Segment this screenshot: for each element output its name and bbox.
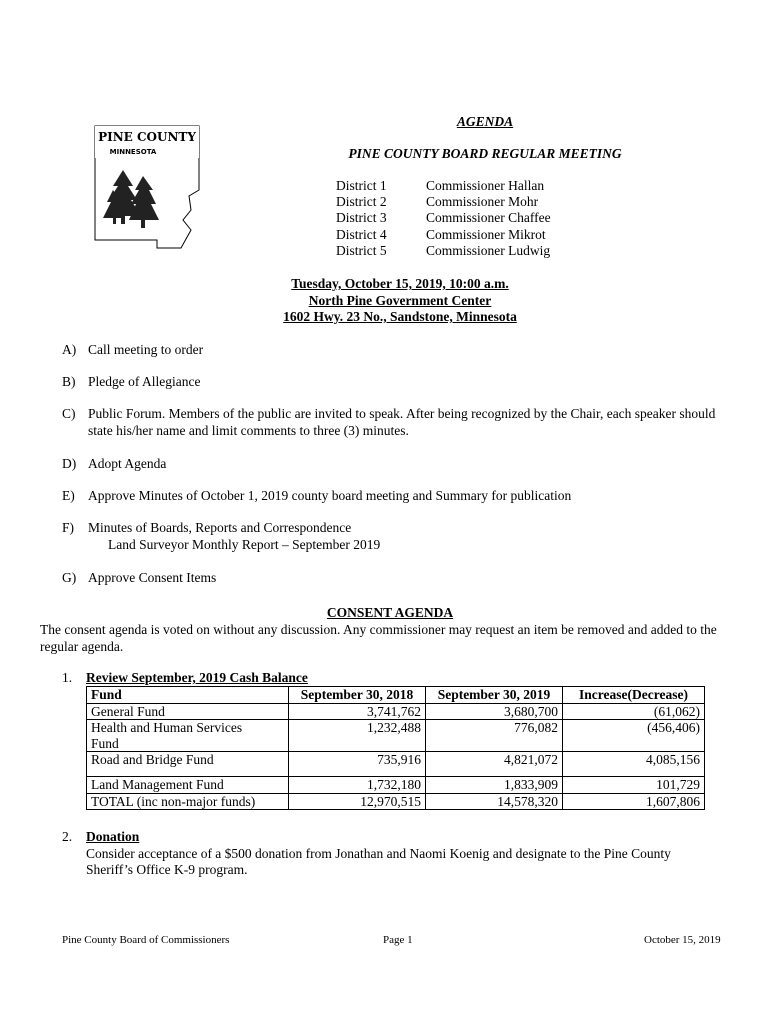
district-label: District 4 [336, 226, 387, 242]
item-subtext: Land Surveyor Monthly Report – September 2019 [108, 536, 381, 552]
item-title: Review September, 2019 Cash Balance [86, 670, 308, 685]
agenda-item-e [62, 488, 742, 505]
meeting-title: PINE COUNTY BOARD REGULAR MEETING [348, 146, 622, 161]
value-2018: 735,916 [289, 752, 426, 777]
table-row [87, 703, 705, 720]
item-text: Call meeting to order [88, 342, 204, 357]
pine-county-logo [83, 124, 211, 250]
fund-name: Road and Bridge Fund [87, 752, 289, 777]
item-text: Pledge of Allegiance [88, 374, 201, 389]
item-label: E) [62, 488, 75, 503]
footer-page-number: Page 1 [383, 934, 413, 946]
column-header: September 30, 2018 [289, 687, 426, 704]
table-row [87, 752, 705, 777]
table-row [87, 777, 705, 794]
item-number: 2. [62, 829, 73, 844]
meeting-location: North Pine Government Center [308, 292, 492, 308]
consent-agenda-text: The consent agenda is voted on without any discussion. Any commissioner may request an item be removed and added to the regular agenda. [40, 622, 717, 654]
agenda-item-g [62, 570, 742, 587]
commissioner-name: Commissioner Ludwig [426, 242, 551, 258]
commissioner-name: Commissioner Chaffee [426, 210, 551, 226]
cash-balance-table [86, 686, 705, 810]
footer-date: October 15, 2019 [644, 934, 721, 946]
item-text: Minutes of Boards, Reports and Correspondence [88, 520, 352, 535]
district-label: District 2 [336, 194, 387, 210]
meeting-info [200, 276, 600, 326]
fund-name: Health and Human Services Fund [87, 720, 289, 752]
county-map-icon [83, 124, 211, 250]
column-header: Fund [87, 687, 289, 704]
item-text: Public Forum. Members of the public are invited to speak. After being recognized by the Chair, each speaker should state his/her name and limit comments to three (3) minutes. [88, 406, 716, 438]
column-header: Increase(Decrease) [563, 687, 705, 704]
district-label: District 1 [336, 178, 387, 193]
value-change: 1,607,806 [563, 793, 705, 810]
district-row [336, 227, 551, 243]
district-list [336, 178, 551, 259]
value-2018: 12,970,515 [289, 793, 426, 810]
district-label: District 5 [336, 242, 387, 258]
consent-item-1-heading [62, 670, 308, 686]
svg-text:MINNESOTA: MINNESOTA [109, 148, 157, 156]
value-2018: 1,732,180 [289, 777, 426, 794]
district-row [336, 210, 551, 226]
item-text: Adopt Agenda [88, 456, 167, 471]
value-change: (61,062) [563, 703, 705, 720]
district-label: District 3 [336, 210, 387, 226]
agenda-item-d [62, 456, 742, 473]
value-2019: 1,833,909 [426, 777, 563, 794]
fund-name: General Fund [87, 703, 289, 720]
agenda-item-c [62, 406, 742, 439]
item-text: Approve Minutes of October 1, 2019 county board meeting and Summary for publication [88, 488, 572, 503]
meeting-date: Tuesday, October 15, 2019, 10:00 a.m. [291, 276, 509, 291]
agenda-item-b [62, 374, 742, 391]
agenda-item-f [62, 520, 742, 553]
item-label: C) [62, 406, 76, 421]
value-2019: 14,578,320 [426, 793, 563, 810]
district-row [336, 194, 551, 210]
meeting-address: 1602 Hwy. 23 No., Sandstone, Minnesota [283, 309, 517, 324]
fund-name: TOTAL (inc non-major funds) [87, 793, 289, 810]
agenda-heading: AGENDA [456, 114, 514, 129]
item-label: D) [62, 456, 77, 471]
fund-name: Land Management Fund [87, 777, 289, 794]
svg-text:PINE COUNTY: PINE COUNTY [98, 130, 196, 144]
value-change: (456,406) [563, 720, 705, 752]
value-2018: 3,741,762 [289, 703, 426, 720]
table-row [87, 793, 705, 810]
value-2019: 776,082 [426, 720, 563, 752]
table-header-row [87, 687, 705, 704]
item-text: Approve Consent Items [88, 570, 217, 585]
item-title: Donation [86, 829, 140, 844]
item-number: 1. [62, 670, 73, 685]
item-label: B) [62, 374, 76, 389]
consent-item-2 [62, 829, 682, 879]
value-2019: 4,821,072 [426, 752, 563, 777]
value-2019: 3,680,700 [426, 703, 563, 720]
commissioner-name: Commissioner Mikrot [426, 226, 546, 242]
value-change: 101,729 [563, 777, 705, 794]
commissioner-name: Commissioner Hallan [426, 178, 545, 193]
district-row [336, 243, 551, 259]
column-header: September 30, 2019 [426, 687, 563, 704]
agenda-item-a [62, 342, 742, 359]
commissioner-name: Commissioner Mohr [426, 194, 539, 210]
footer-left: Pine County Board of Commissioners [62, 934, 230, 946]
item-label: A) [62, 342, 77, 357]
value-2018: 1,232,488 [289, 720, 426, 752]
item-label: G) [62, 570, 77, 585]
donation-text: Consider acceptance of a $500 donation from Jonathan and Naomi Koenig and designate to the Pine County Sheriff’s Office K-9 program. [86, 845, 671, 877]
table-row [87, 720, 705, 752]
consent-agenda-heading: CONSENT AGENDA [326, 605, 454, 620]
item-label: F) [62, 520, 75, 535]
district-row [336, 178, 551, 194]
value-change: 4,085,156 [563, 752, 705, 777]
